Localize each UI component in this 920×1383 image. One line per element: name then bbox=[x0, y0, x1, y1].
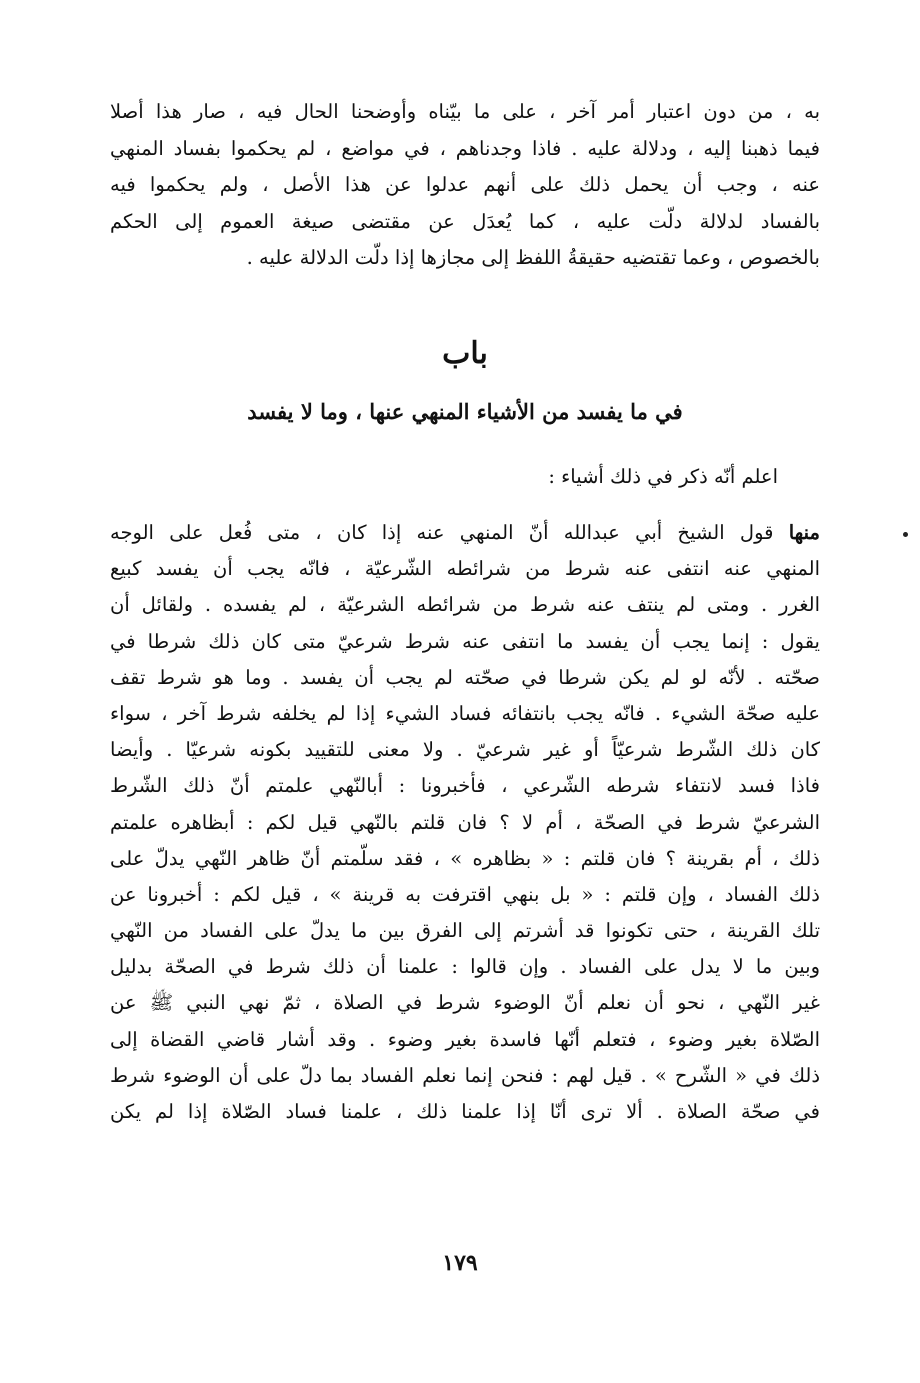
text-line: فاذا فسد لانتفاء شرطه الشّرعي ، فأخبرونا : أبالنّهي علمتم أنّ ذلك الشّرط bbox=[110, 774, 820, 798]
page-number: ١٧٩ bbox=[442, 1250, 478, 1276]
chapter-subheading: في ما يفسد من الأشياء المنهي عنها ، وما لا يفسد bbox=[247, 399, 683, 424]
text-line: الشرعيّ شرط في الصحّة ، أم لا ؟ فان قلتم بالنّهي قيل لكم : أبظاهره علمتم bbox=[110, 810, 820, 834]
text-line: الغرر . ومتى لم ينتف عنه شرط من شرائطه الشرعيّة ، لم يفسده . ولقائل أن bbox=[110, 593, 820, 617]
text-line: ذلك في « الشّرح » . قيل لهم : فنحن إنما نعلم الفساد بما دلّ على أن الوضوء شرط bbox=[110, 1063, 820, 1087]
text-line: بالفساد لدلالة دلّت عليه ، كما يُعدَل عن مقتضى صيغة العموم إلى الحكم bbox=[110, 209, 820, 233]
text-line: فيما ذهبنا إليه ، ودلالة عليه . فاذا وجدناهم ، في مواضع ، لم يحكموا بفساد المنهي bbox=[110, 136, 820, 160]
text-line: غير النّهي ، نحو أن نعلم أنّ الوضوء شرط في الصلاة ، ثمّ نهي النبي ﷺ عن bbox=[110, 991, 820, 1015]
text-line: في صحّة الصلاة . ألا ترى أنّا إذا علمنا ذلك ، علمنا فساد الصّلاة إذا لم يكن bbox=[110, 1100, 820, 1123]
text-line: وبين ما لا يدل على الفساد . وإن قالوا : علمنا أن ذلك شرط في الصحّة بدليل bbox=[110, 955, 820, 979]
intro-line: اعلم أنّه ذكر في ذلك أشياء : bbox=[548, 465, 778, 488]
text-line: به ، من دون اعتبار أمر آخر ، على ما بيّناه وأوضحنا الحال فيه ، صار هذا أصلا bbox=[110, 100, 820, 123]
lead-word: منها bbox=[788, 521, 820, 544]
text-line: تلك القرينة ، حتى تكونوا قد أشرتم إلى الفرق بين ما يدلّ على الفساد من النّهي bbox=[110, 919, 820, 943]
text-line: يقول : إنما يجب أن يفسد ما انتفى عنه شرط شرعيّ متى كان ذلك شرطا في bbox=[110, 629, 820, 653]
text-line-first bbox=[110, 515, 820, 551]
chapter-heading: باب bbox=[442, 336, 488, 371]
text-line: ذلك الفساد ، وإن قلتم : « بل بنهي اقترفت به قرينة » ، قيل لكم : أخبرونا عن bbox=[110, 882, 820, 906]
top-paragraph bbox=[110, 94, 820, 277]
text-line: ذلك ، أم بقرينة ؟ فان قلتم : « بظاهره » ، فقد سلّمتم أنّ ظاهر النّهي يدلّ على bbox=[110, 846, 820, 870]
text-line: عنه ، وجب أن يحمل ذلك على أنهم عدلوا عن هذا الأصل ، ولم يحكموا فيه bbox=[110, 173, 820, 196]
body-paragraph bbox=[110, 515, 820, 1130]
text-line: الصّلاة بغير وضوء ، فتعلم أنّها فاسدة بغير وضوء . وقد أشار قاضي القضاة إلى bbox=[110, 1027, 820, 1051]
first-line-rest: قول الشيخ أبي عبدالله أنّ المنهي عنه إذا كان ، متى فُعل على الوجه bbox=[110, 521, 789, 544]
text-line: عليه صحّة الشيء . فانّه يجب بانتفائه فساد الشيء إذا لم يخلفه شرط آخر ، سواء bbox=[110, 701, 820, 725]
text-line: المنهي عنه انتفى عنه شرط من شرائطه الشّرعيّة ، فانّه يجب أن يفسد كبيع bbox=[110, 557, 820, 581]
margin-dot-mark bbox=[903, 532, 908, 537]
text-line: صحّته . لأنّه لو لم يكن شرطا في صحّته لم يجب أن يفسد . وما هو شرط تقف bbox=[110, 665, 820, 689]
text-line: كان ذلك الشّرط شرعيّاً أو غير شرعيّ . ولا معنى للتقييد بكونه شرعيّا . وأيضا bbox=[110, 738, 820, 762]
text-line: بالخصوص ، وعما تقتضيه حقيقةُ اللفظ إلى مجازها إذا دلّت الدلالة عليه . bbox=[246, 246, 820, 269]
